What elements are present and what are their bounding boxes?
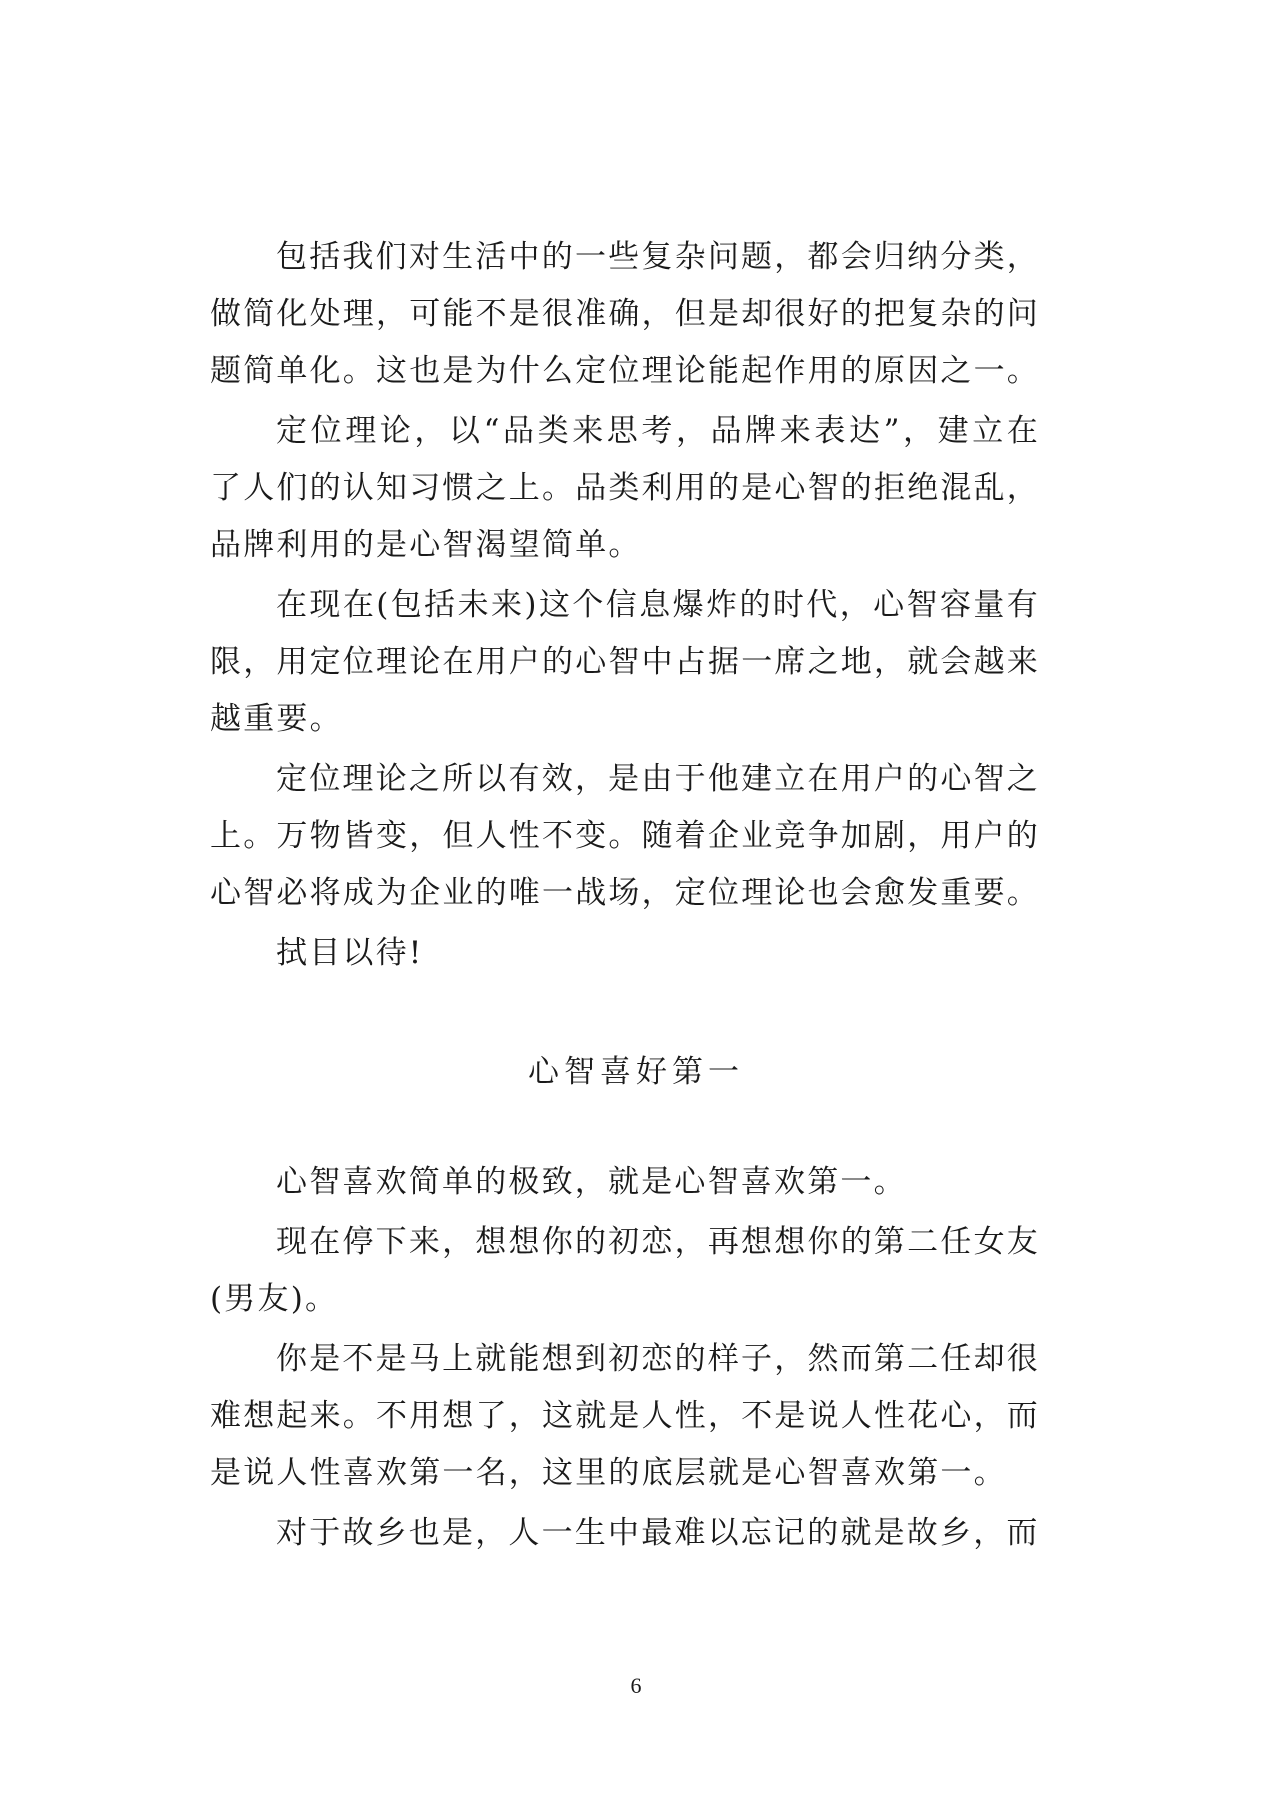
paragraph: 在现在(包括未来)这个信息爆炸的时代，心智容量有限，用定位理论在用户的心智中占据一席之地，就会越来越重要。 bbox=[210, 587, 1040, 737]
paragraph: 你是不是马上就能想到初恋的样子，然而第二任却很难想起来。不用想了，这就是人性，不是说人性花心，而是说人性喜欢第一名，这里的底层就是心智喜欢第一。 bbox=[210, 1341, 1040, 1491]
paragraph: 包括我们对生活中的一些复杂问题，都会归纳分类，做简化处理，可能不是很准确，但是却很好的把复杂的问题简单化。这也是为什么定位理论能起作用的原因之一。 bbox=[210, 239, 1040, 389]
body-text-bottom bbox=[210, 1154, 1040, 1565]
paragraph: 心智喜欢简单的极致，就是心智喜欢第一。 bbox=[276, 1164, 907, 1200]
section-heading: 心智喜好第一 bbox=[528, 1054, 744, 1090]
body-text-top bbox=[210, 229, 1040, 985]
page-number: 6 bbox=[630, 1673, 642, 1698]
paragraph: 定位理论，以“品类来思考，品牌来表达”，建立在了人们的认知习惯之上。品类利用的是心智的拒绝混乱，品牌利用的是心智渴望简单。 bbox=[210, 413, 1040, 563]
paragraph: 现在停下来，想想你的初恋，再想想你的第二任女友(男友)。 bbox=[210, 1224, 1040, 1317]
paragraph: 对于故乡也是，人一生中最难以忘记的就是故乡，而 bbox=[276, 1515, 1040, 1551]
paragraph: 拭目以待! bbox=[276, 935, 424, 971]
paragraph: 定位理论之所以有效，是由于他建立在用户的心智之上。万物皆变，但人性不变。随着企业竞争加剧，用户的心智必将成为企业的唯一战场，定位理论也会愈发重要。 bbox=[210, 761, 1040, 911]
